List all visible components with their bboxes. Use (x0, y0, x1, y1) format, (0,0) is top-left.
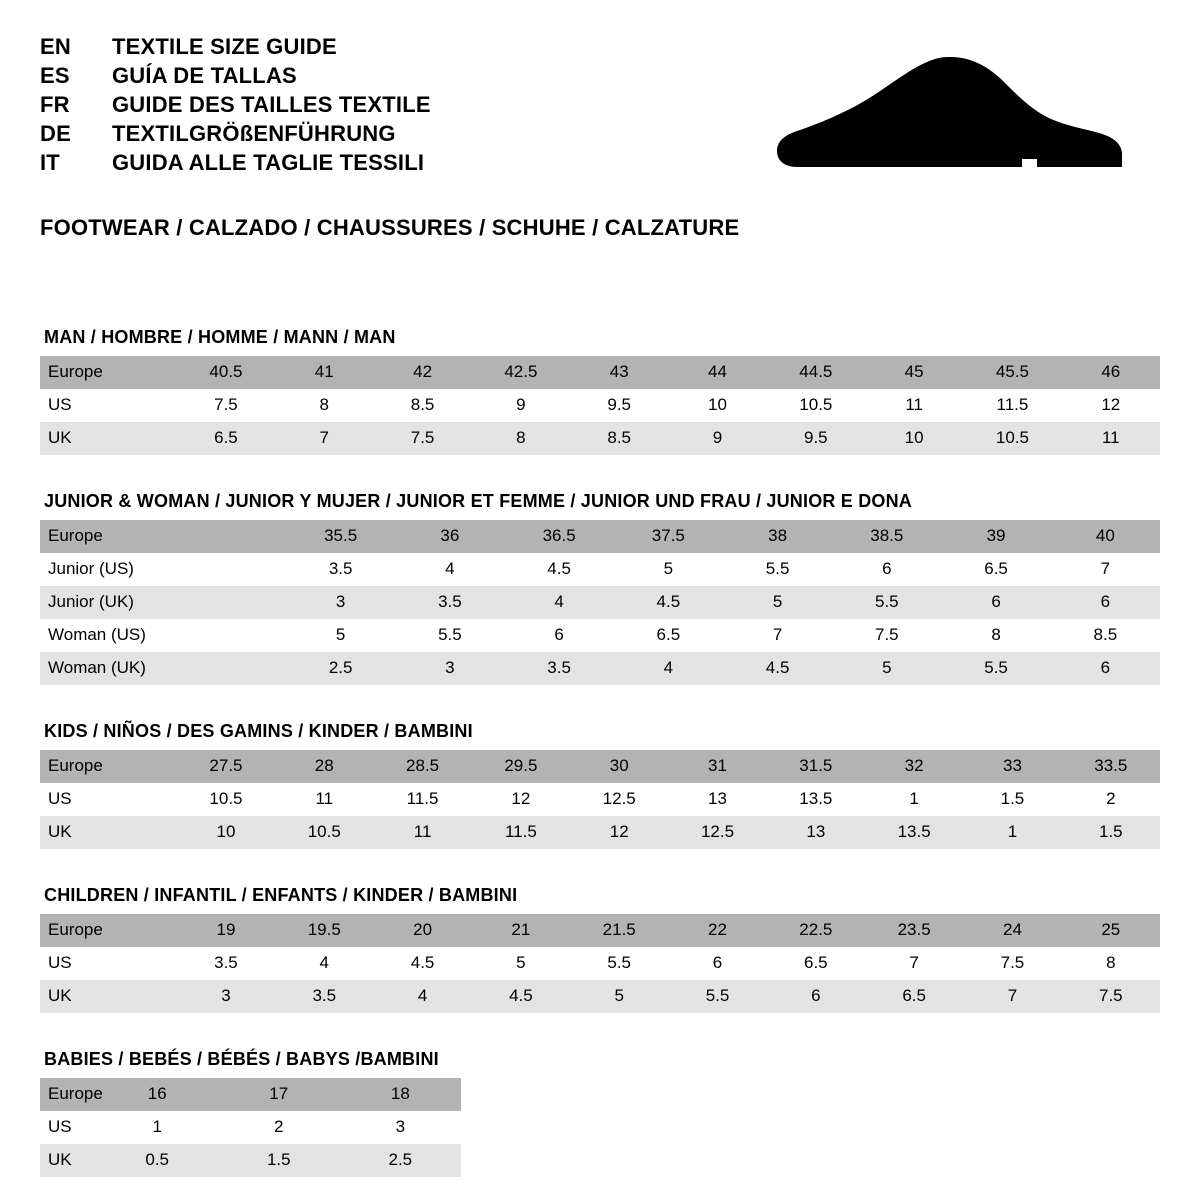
cell: 19.5 (275, 914, 373, 947)
cell: 1 (865, 783, 963, 816)
cell: 38 (723, 520, 832, 553)
cell: 7 (963, 980, 1061, 1013)
table-row (40, 652, 1160, 685)
cell: 39 (941, 520, 1050, 553)
cell: 8 (1062, 947, 1160, 980)
cell: 7.5 (1062, 980, 1160, 1013)
language-code: ES (40, 63, 70, 88)
cell: 7 (865, 947, 963, 980)
cell: 5 (832, 652, 941, 685)
section-title: JUNIOR & WOMAN / JUNIOR Y MUJER / JUNIOR ET FEMME / JUNIOR UND FRAU / JUNIOR E DONA (44, 491, 913, 511)
language-title: GUÍA DE TALLAS (112, 63, 297, 88)
cell: 6 (767, 980, 865, 1013)
row-label: US (40, 1111, 96, 1144)
cell: 10 (177, 816, 275, 849)
row-label: Europe (40, 914, 177, 947)
cell: 18 (340, 1078, 462, 1111)
cell: 7.5 (832, 619, 941, 652)
cell: 30 (570, 750, 668, 783)
cell: 37.5 (614, 520, 723, 553)
row-label: Junior (US) (40, 553, 177, 586)
cell: 42.5 (472, 356, 570, 389)
cell: 5.5 (395, 619, 504, 652)
cell: 8 (472, 422, 570, 455)
cell: 9.5 (570, 389, 668, 422)
table-row (40, 586, 1160, 619)
table-row (40, 356, 1160, 389)
cell: 33.5 (1062, 750, 1160, 783)
cell: 46 (1062, 356, 1160, 389)
cell: 6.5 (941, 553, 1050, 586)
table-row (40, 553, 1160, 586)
cell: 5.5 (668, 980, 766, 1013)
table-row (40, 783, 1160, 816)
cell: 36 (395, 520, 504, 553)
cell: 11 (865, 389, 963, 422)
cell: 17 (218, 1078, 340, 1111)
cell: 0.5 (96, 1144, 218, 1177)
page-header (40, 34, 1160, 187)
cell: 6.5 (865, 980, 963, 1013)
cell: 21.5 (570, 914, 668, 947)
cell: 4 (373, 980, 471, 1013)
cell: 8 (941, 619, 1050, 652)
cell: 16 (96, 1078, 218, 1111)
cell: 5 (570, 980, 668, 1013)
cell: 8 (275, 389, 373, 422)
table-row (40, 947, 1160, 980)
cell: 3 (286, 586, 395, 619)
cell: 40 (1051, 520, 1160, 553)
cell: 6 (1051, 652, 1160, 685)
row-label: US (40, 783, 177, 816)
language-title: GUIDE DES TAILLES TEXTILE (112, 92, 431, 117)
cell: 11 (373, 816, 471, 849)
cell: 36.5 (505, 520, 614, 553)
cell: 31.5 (767, 750, 865, 783)
cell: 4 (505, 586, 614, 619)
cell: 12.5 (668, 816, 766, 849)
row-label: UK (40, 980, 177, 1013)
table-row (40, 816, 1160, 849)
cell: 8.5 (570, 422, 668, 455)
cell: 4.5 (614, 586, 723, 619)
cell: 1.5 (963, 783, 1061, 816)
cell: 12 (570, 816, 668, 849)
cell: 27.5 (177, 750, 275, 783)
cell: 11.5 (963, 389, 1061, 422)
section-babies (40, 1049, 1160, 1177)
cell: 10.5 (177, 783, 275, 816)
section-title: CHILDREN / INFANTIL / ENFANTS / KINDER / BAMBINI (44, 885, 518, 905)
cell: 5 (723, 586, 832, 619)
language-row (40, 121, 431, 147)
category-title: FOOTWEAR / CALZADO / CHAUSSURES / SCHUHE / CALZATURE (40, 215, 740, 240)
row-label: UK (40, 1144, 96, 1177)
size-table-babies (40, 1078, 461, 1177)
cell: 5.5 (723, 553, 832, 586)
cell: 8.5 (1051, 619, 1160, 652)
cell: 11.5 (472, 816, 570, 849)
cell: 4 (275, 947, 373, 980)
language-code: DE (40, 121, 71, 146)
cell: 4.5 (373, 947, 471, 980)
table-row (40, 619, 1160, 652)
cell: 11.5 (373, 783, 471, 816)
row-label: Europe (40, 750, 177, 783)
row-label: Europe (40, 520, 177, 553)
language-row (40, 34, 431, 60)
size-table-kids (40, 750, 1160, 849)
section-title: MAN / HOMBRE / HOMME / MANN / MAN (44, 327, 396, 347)
cell: 23.5 (865, 914, 963, 947)
cell: 3.5 (505, 652, 614, 685)
cell: 8.5 (373, 389, 471, 422)
size-table-children (40, 914, 1160, 1013)
table-row (40, 520, 1160, 553)
table-row (40, 980, 1160, 1013)
section-title: BABIES / BEBÉS / BÉBÉS / BABYS /BAMBINI (44, 1049, 439, 1069)
cell: 33 (963, 750, 1061, 783)
cell: 10.5 (275, 816, 373, 849)
cell: 7.5 (963, 947, 1061, 980)
section-junior-woman (40, 491, 1160, 685)
cell: 38.5 (832, 520, 941, 553)
language-title: TEXTILE SIZE GUIDE (112, 34, 337, 59)
cell (177, 520, 286, 553)
cell: 6 (505, 619, 614, 652)
cell (177, 652, 286, 685)
cell: 3.5 (275, 980, 373, 1013)
cell: 12 (472, 783, 570, 816)
cell: 3 (340, 1111, 462, 1144)
cell: 28 (275, 750, 373, 783)
cell: 28.5 (373, 750, 471, 783)
table-row (40, 750, 1160, 783)
cell: 20 (373, 914, 471, 947)
cell: 13 (668, 783, 766, 816)
cell: 24 (963, 914, 1061, 947)
cell: 13.5 (865, 816, 963, 849)
cell: 12.5 (570, 783, 668, 816)
cell: 44 (668, 356, 766, 389)
language-code: FR (40, 92, 70, 117)
cell: 32 (865, 750, 963, 783)
cell (177, 619, 286, 652)
cell: 10.5 (963, 422, 1061, 455)
language-list (40, 34, 431, 179)
cell: 2 (1062, 783, 1160, 816)
cell: 5 (614, 553, 723, 586)
cell: 22.5 (767, 914, 865, 947)
language-code: EN (40, 34, 71, 59)
row-label: UK (40, 816, 177, 849)
cell: 29.5 (472, 750, 570, 783)
cell: 4 (614, 652, 723, 685)
row-label: Europe (40, 356, 177, 389)
language-title: GUIDA ALLE TAGLIE TESSILI (112, 150, 425, 175)
cell: 11 (275, 783, 373, 816)
cell: 9 (472, 389, 570, 422)
cell (177, 586, 286, 619)
row-label: Europe (40, 1078, 96, 1111)
row-label: Woman (US) (40, 619, 177, 652)
table-row (40, 1078, 461, 1111)
cell: 6.5 (767, 947, 865, 980)
cell: 7 (1051, 553, 1160, 586)
cell: 2.5 (340, 1144, 462, 1177)
cell: 19 (177, 914, 275, 947)
cell: 45 (865, 356, 963, 389)
cell: 1 (96, 1111, 218, 1144)
cell: 45.5 (963, 356, 1061, 389)
row-label: Woman (UK) (40, 652, 177, 685)
cell: 25 (1062, 914, 1160, 947)
row-label: UK (40, 422, 177, 455)
row-label: US (40, 389, 177, 422)
section-man (40, 327, 1160, 455)
table-row (40, 389, 1160, 422)
cell: 10.5 (767, 389, 865, 422)
cell: 6.5 (177, 422, 275, 455)
cell (177, 553, 286, 586)
language-title: TEXTILGRÖßENFÜHRUNG (112, 121, 396, 146)
row-label: Junior (UK) (40, 586, 177, 619)
cell: 4.5 (723, 652, 832, 685)
dress-shoe-icon (770, 52, 1130, 187)
row-label: US (40, 947, 177, 980)
cell: 21 (472, 914, 570, 947)
cell: 4.5 (505, 553, 614, 586)
language-row (40, 150, 431, 176)
cell: 3.5 (286, 553, 395, 586)
cell: 5.5 (832, 586, 941, 619)
cell: 22 (668, 914, 766, 947)
cell: 44.5 (767, 356, 865, 389)
cell: 7.5 (177, 389, 275, 422)
size-table-man (40, 356, 1160, 455)
cell: 5.5 (570, 947, 668, 980)
cell: 43 (570, 356, 668, 389)
cell: 9.5 (767, 422, 865, 455)
cell: 10 (668, 389, 766, 422)
cell: 3 (177, 980, 275, 1013)
cell: 10 (865, 422, 963, 455)
cell: 41 (275, 356, 373, 389)
language-row (40, 92, 431, 118)
table-row (40, 1144, 461, 1177)
cell: 12 (1062, 389, 1160, 422)
section-title: KIDS / NIÑOS / DES GAMINS / KINDER / BAMBINI (44, 721, 473, 741)
cell: 35.5 (286, 520, 395, 553)
cell: 6 (668, 947, 766, 980)
cell: 7 (723, 619, 832, 652)
cell: 7 (275, 422, 373, 455)
section-children (40, 885, 1160, 1013)
cell: 9 (668, 422, 766, 455)
table-row (40, 422, 1160, 455)
cell: 11 (1062, 422, 1160, 455)
size-table-junior-woman (40, 520, 1160, 685)
cell: 40.5 (177, 356, 275, 389)
cell: 7.5 (373, 422, 471, 455)
cell: 13.5 (767, 783, 865, 816)
cell: 4.5 (472, 980, 570, 1013)
cell: 13 (767, 816, 865, 849)
section-kids (40, 721, 1160, 849)
cell: 5.5 (941, 652, 1050, 685)
language-row (40, 63, 431, 89)
table-row (40, 914, 1160, 947)
cell: 3.5 (395, 586, 504, 619)
cell: 2 (218, 1111, 340, 1144)
cell: 4 (395, 553, 504, 586)
cell: 5 (286, 619, 395, 652)
cell: 3 (395, 652, 504, 685)
cell: 6 (832, 553, 941, 586)
cell: 1.5 (1062, 816, 1160, 849)
cell: 6 (941, 586, 1050, 619)
table-row (40, 1111, 461, 1144)
cell: 6 (1051, 586, 1160, 619)
cell: 2.5 (286, 652, 395, 685)
cell: 3.5 (177, 947, 275, 980)
cell: 1 (963, 816, 1061, 849)
cell: 5 (472, 947, 570, 980)
language-code: IT (40, 150, 60, 175)
cell: 42 (373, 356, 471, 389)
cell: 6.5 (614, 619, 723, 652)
cell: 31 (668, 750, 766, 783)
cell: 1.5 (218, 1144, 340, 1177)
